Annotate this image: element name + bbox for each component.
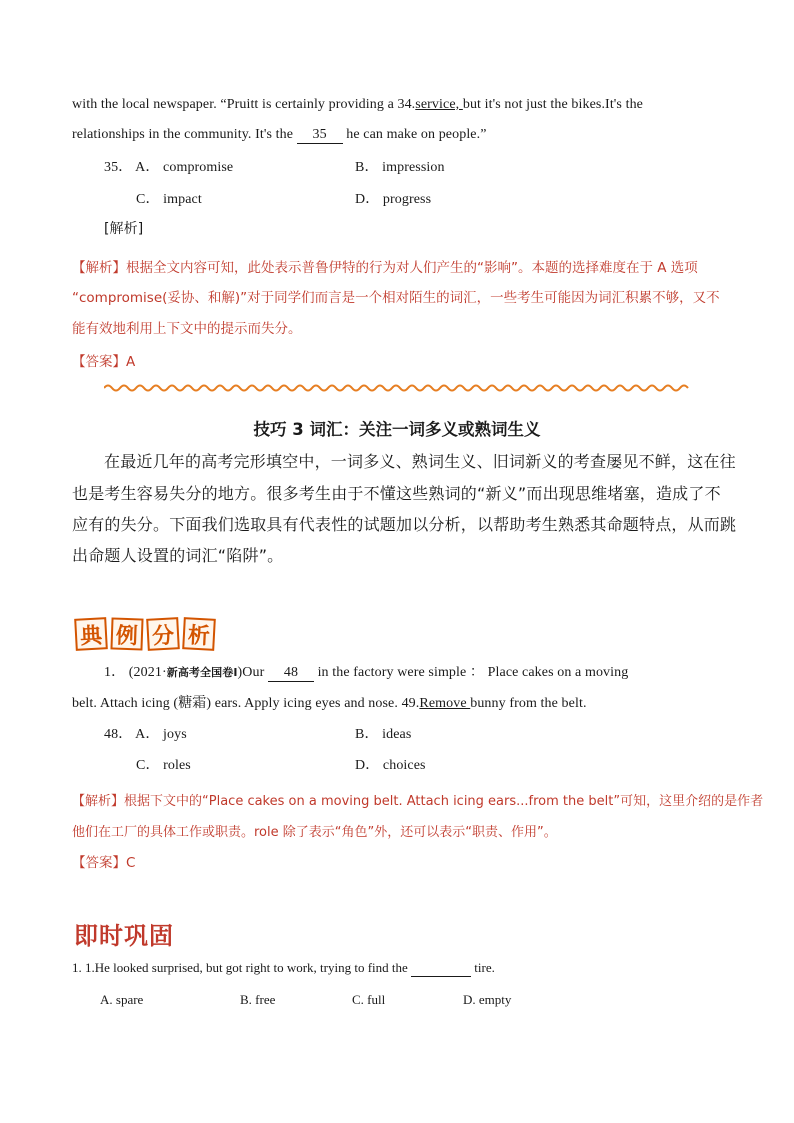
q35-passage-line2: relationships in the community. It's the 35 he can make on people.” bbox=[72, 127, 487, 142]
practice-heading: 即时巩固 bbox=[74, 922, 174, 950]
q35-option-c: C． impact bbox=[136, 192, 202, 207]
q48-passage-line1: 1． (2021·新高考全国卷Ⅰ)Our 48 in the factory were simple ： Place cakes on a moving bbox=[104, 665, 629, 680]
q48-blank: 48 bbox=[268, 665, 314, 682]
q35-option-a: 35． A． compromise bbox=[104, 160, 234, 175]
q48-option-b: B． ideas bbox=[355, 727, 412, 742]
q48-option-c: C． roles bbox=[136, 758, 191, 773]
q48-answer-value: C bbox=[126, 855, 136, 871]
practice-q1-blank bbox=[411, 960, 471, 977]
practice-q1-option-a: A. spare bbox=[100, 992, 144, 1007]
intro-line4: 出命题人设置的词汇“陷阱”。 bbox=[72, 546, 284, 565]
example-analysis-badge bbox=[75, 618, 215, 650]
q35-blank: 35 bbox=[297, 127, 343, 144]
intro-line1: 在最近几年的高考完形填空中，一词多义、熟词生义、旧词新义的考查屡见不鲜，这在往 bbox=[104, 452, 736, 471]
q35-option-d: D． progress bbox=[355, 192, 432, 207]
q35-service-word: service, bbox=[415, 97, 463, 112]
wave-divider bbox=[104, 381, 690, 395]
intro-line2: 也是考生容易失分的地方。很多考生由于不懂这些熟词的“新义”而出现思维堵塞，造成了不 bbox=[72, 484, 721, 503]
q35-passage-line1: with the local newspaper. “Pruitt is certainly providing a 34.service, but it's not just the bikes.It's the bbox=[72, 97, 643, 112]
badge-char-2: 例 bbox=[110, 617, 143, 650]
badge-char-1: 典 bbox=[74, 617, 108, 651]
q35-answer-value: A bbox=[126, 354, 136, 370]
section-title: 技巧 3 词汇：关注一词多义或熟词生义 bbox=[253, 420, 541, 439]
practice-q1-option-d: D. empty bbox=[463, 992, 512, 1007]
q35-answer: 【答案】A bbox=[72, 354, 136, 370]
q35-jiexi-heading: [解析] bbox=[104, 221, 144, 237]
practice-q1-option-c: C. full bbox=[352, 992, 386, 1007]
analysis-tag: 【解析】 bbox=[72, 260, 126, 276]
q48-analysis-line1: 【解析】根据下文中的“Place cakes on a moving belt. Attach icing ears...from the belt”可知，这里介绍的是作者 bbox=[72, 794, 764, 809]
q48-answer: 【答案】C bbox=[72, 855, 136, 871]
q48-passage-line2: belt. Attach icing (糖霜) ears. Apply icing eyes and nose. 49.Remove bunny from the belt. bbox=[72, 696, 587, 711]
q35-analysis-line2: “compromise(妥协、和解)”对于同学们而言是一个相对陌生的词汇，一些考生可能因为词汇积累不够，又不 bbox=[72, 290, 720, 306]
q48-source: 新高考全国卷Ⅰ bbox=[166, 666, 238, 679]
q48-option-a: 48． A． joys bbox=[104, 727, 187, 742]
q48-analysis-line2: 他们在工厂的具体工作或职责。role 除了表示“角色”外，还可以表示“职责、作用”。 bbox=[72, 825, 557, 840]
q48-remove-word: Remove bbox=[419, 696, 471, 711]
badge-char-4: 析 bbox=[182, 617, 216, 651]
practice-q1-text: 1. 1.He looked surprised, but got right to work, trying to find the tire. bbox=[72, 960, 495, 975]
q35-option-b: B． impression bbox=[355, 160, 445, 175]
q48-option-d: D． choices bbox=[355, 758, 426, 773]
q35-analysis-line1: 【解析】根据全文内容可知，此处表示普鲁伊特的行为对人们产生的“影响”。本题的选择难度在于 A 选项 bbox=[72, 260, 698, 276]
q35-analysis-line3: 能有效地利用上下文中的提示而失分。 bbox=[72, 321, 302, 337]
badge-char-3: 分 bbox=[146, 617, 180, 651]
intro-line3: 应有的失分。下面我们选取具有代表性的试题加以分析，以帮助考生熟悉其命题特点，从而跳 bbox=[72, 515, 737, 534]
practice-q1-option-b: B. free bbox=[240, 992, 276, 1007]
